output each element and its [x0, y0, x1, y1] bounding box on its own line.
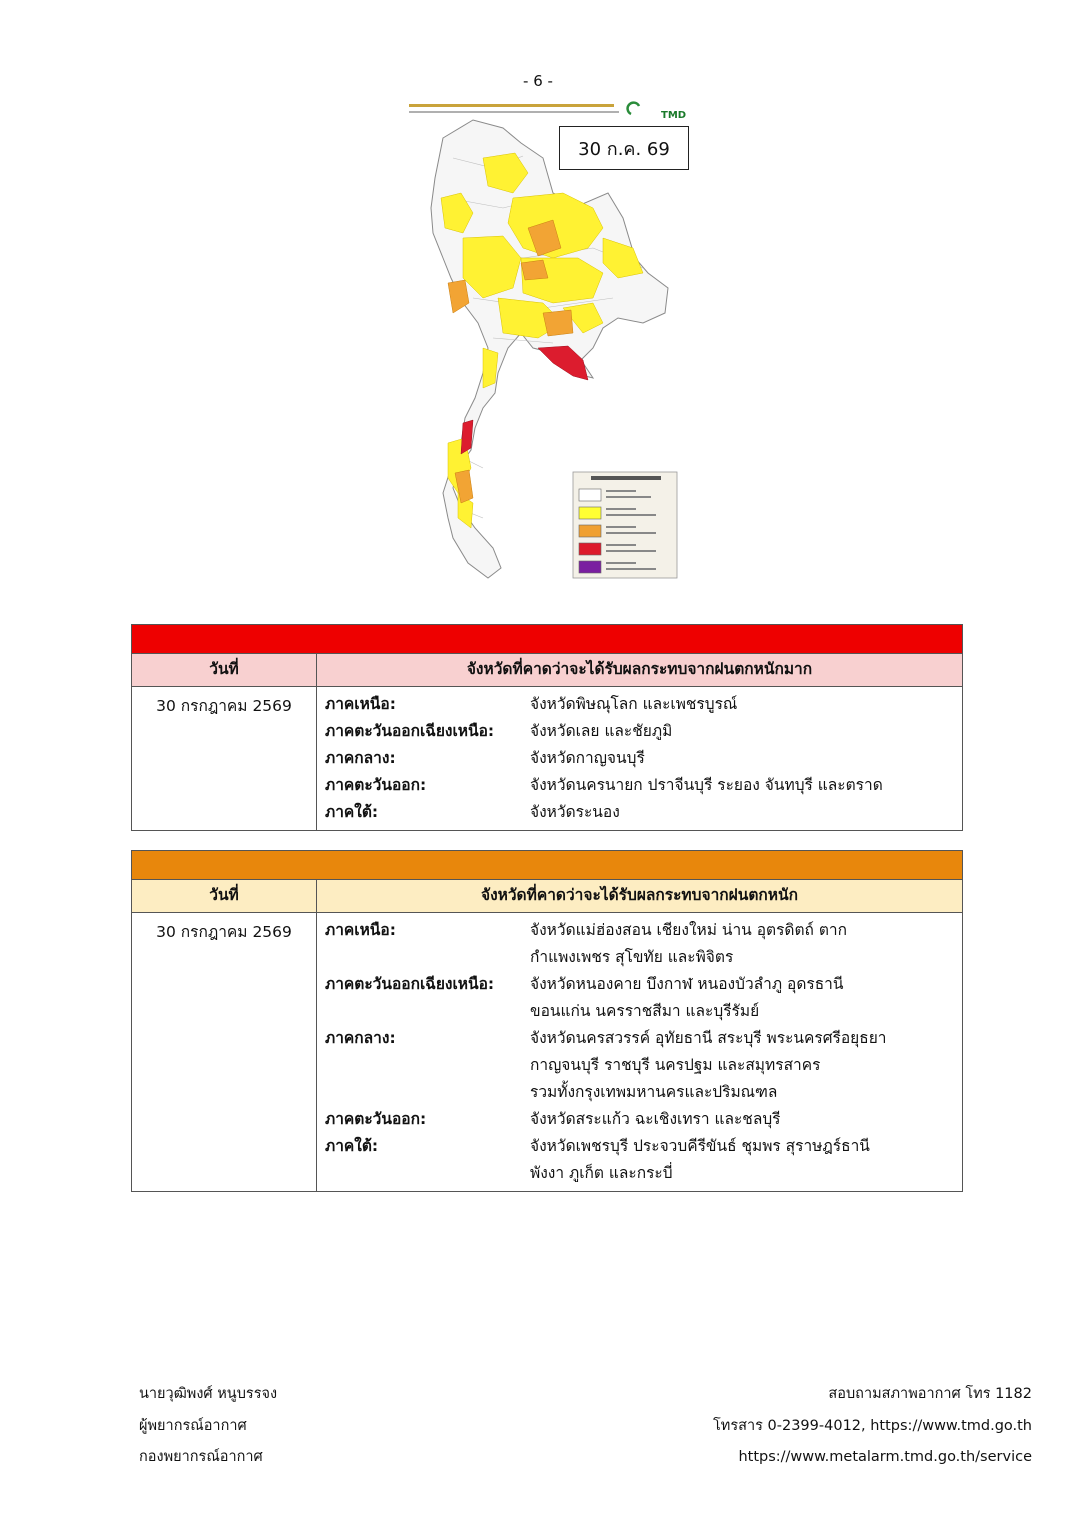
province-list: รวมทั้งกรุงเทพมหานครและปริมณฑล	[530, 1083, 778, 1101]
rainfall-forecast-map	[403, 98, 690, 584]
region-label: ภาคตะวันออก:	[325, 1110, 427, 1128]
province-list: จังหวัดเลย และชัยภูมิ	[530, 722, 673, 740]
province-list: จังหวัดกาญจนบุรี	[530, 749, 645, 767]
metalarm-link[interactable]: https://www.metalarm.tmd.go.th/service	[738, 1449, 1032, 1465]
date-column-header: วันที่	[132, 880, 317, 913]
province-list: ขอนแก่น นครราชสีมา และบุรีรัมย์	[530, 1002, 760, 1020]
province-list: จังหวัดระนอง	[530, 803, 620, 821]
heavy-rain-bar	[132, 851, 963, 880]
region-label: ภาคใต้:	[325, 1137, 379, 1155]
very-heavy-rain-bar	[132, 625, 963, 654]
province-list: จังหวัดสระแก้ว ฉะเชิงเทรา และชลบุรี	[530, 1110, 781, 1128]
thailand-map-image	[403, 98, 690, 584]
affected-provinces	[317, 687, 963, 831]
very-heavy-rain-table	[131, 624, 963, 831]
province-list: จังหวัดนครสวรรค์ อุทัยธานี สระบุรี พระนครศรีอยุธยา	[530, 1029, 887, 1047]
forecaster-signature	[139, 1379, 277, 1474]
provinces-column-header: จังหวัดที่คาดว่าจะได้รับผลกระทบจากฝนตกหนัก	[317, 880, 963, 913]
forecast-date: 30 กรกฎาคม 2569	[132, 687, 317, 831]
province-list: จังหวัดแม่ฮ่องสอน เชียงใหม่ น่าน อุตรดิตถ์ ตาก	[530, 921, 847, 939]
date-column-header: วันที่	[132, 654, 317, 687]
region-label: ภาคเหนือ:	[325, 695, 396, 713]
forecaster-title: ผู้พยากรณ์อากาศ	[139, 1417, 247, 1434]
region-label: ภาคตะวันออก:	[325, 776, 427, 794]
region-label: ภาคตะวันออกเฉียงเหนือ:	[325, 975, 495, 993]
province-list: จังหวัดพิษณุโลก และเพชรบูรณ์	[530, 695, 738, 713]
province-list: จังหวัดหนองคาย บึงกาฬ หนองบัวลำภู อุดรธานี	[530, 975, 844, 993]
province-list: กำแพงเพชร สุโขทัย และพิจิตร	[530, 948, 734, 966]
region-label: ภาคกลาง:	[325, 1029, 396, 1047]
contact-info	[713, 1379, 1032, 1474]
affected-provinces	[317, 913, 963, 1192]
region-label: ภาคตะวันออกเฉียงเหนือ:	[325, 722, 495, 740]
province-list: กาญจนบุรี ราชบุรี นครปฐม และสมุทรสาคร	[530, 1056, 821, 1074]
map-legend	[573, 472, 677, 578]
page-number: - 6 -	[523, 72, 553, 90]
region-label: ภาคกลาง:	[325, 749, 396, 767]
province-list: พังงา ภูเก็ต และกระบี่	[530, 1164, 673, 1182]
heavy-rain-table	[131, 850, 963, 1192]
provinces-column-header: จังหวัดที่คาดว่าจะได้รับผลกระทบจากฝนตกหนักมาก	[317, 654, 963, 687]
tmd-logo: TMD	[661, 110, 687, 121]
province-list: จังหวัดนครนายก ปราจีนบุรี ระยอง จันทบุรี และตราด	[530, 776, 883, 794]
map-date-label: 30 ก.ค. 69	[559, 126, 689, 170]
weather-hotline: สอบถามสภาพอากาศ โทร 1182	[828, 1386, 1032, 1402]
fax-website: โทรสาร 0-2399-4012, https://www.tmd.go.th	[713, 1417, 1032, 1434]
province-list: จังหวัดเพชรบุรี ประจวบคีรีขันธ์ ชุมพร สุราษฎร์ธานี	[530, 1137, 870, 1155]
forecaster-name: นายวุฒิพงศ์ หนูบรรจง	[139, 1386, 278, 1402]
region-label: ภาคเหนือ:	[325, 921, 396, 939]
forecast-division: กองพยากรณ์อากาศ	[139, 1449, 263, 1465]
region-label: ภาคใต้:	[325, 803, 379, 821]
forecast-date: 30 กรกฎาคม 2569	[132, 913, 317, 1192]
